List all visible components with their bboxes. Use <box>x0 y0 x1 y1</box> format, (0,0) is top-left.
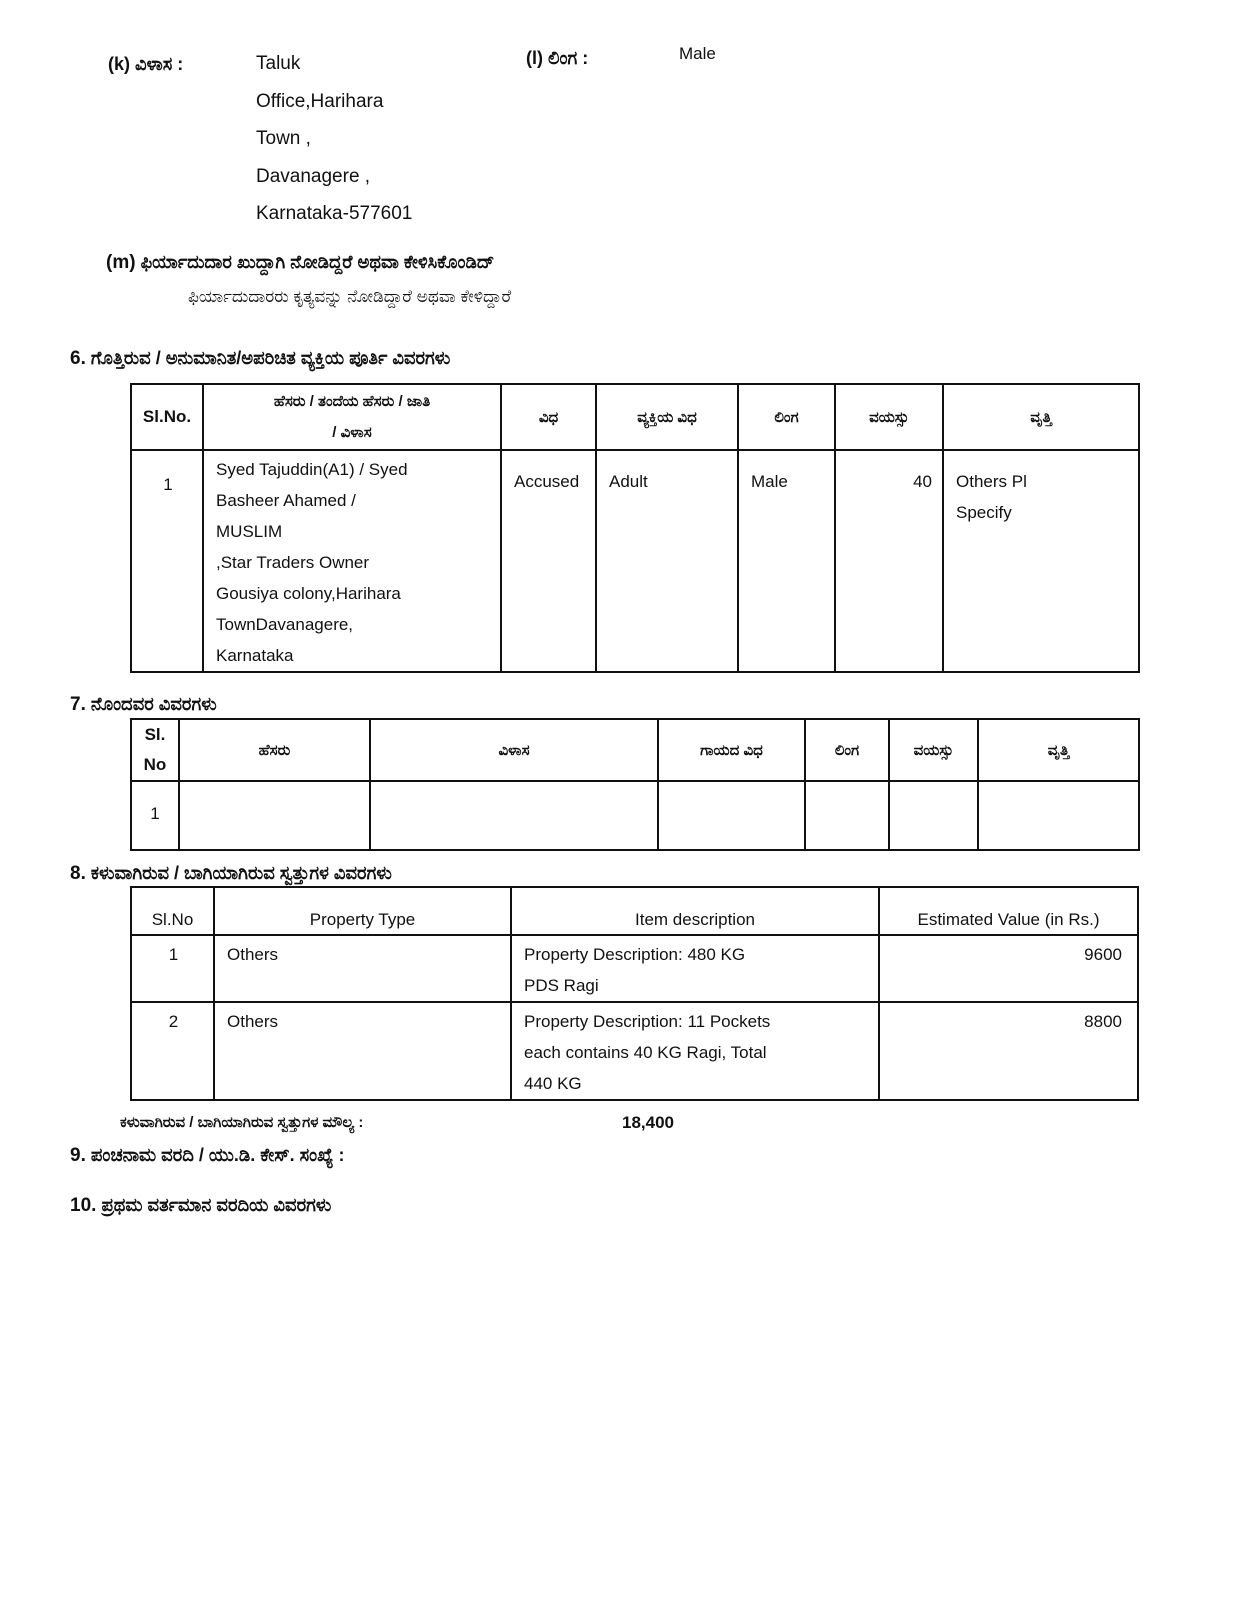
description-line: 440 KG <box>524 1074 582 1093</box>
cell-type <box>501 450 596 672</box>
col-name: ಹೆಸರು <box>179 719 370 781</box>
table-row <box>131 1002 1138 1100</box>
description-line: each contains 40 KG Ragi, Total <box>524 1043 767 1062</box>
occupation-line: Specify <box>956 503 1012 522</box>
description-line: Property Description: 480 KG <box>524 945 746 964</box>
gender-label-prefix: (l) <box>526 48 543 68</box>
cell-slno <box>131 450 203 672</box>
col-address: ವಿಳಾಸ <box>370 719 658 781</box>
age-value: 40 <box>913 472 932 491</box>
m-value: ಫಿರ್ಯಾದುದಾರರು ಕೃತ್ಯವನ್ನು ನೋಡಿದ್ದಾರೆ ಅಥವಾ ಕೇಳಿದ್ದಾರೆ <box>188 287 512 306</box>
table-header-row <box>131 384 1139 450</box>
cell-name <box>203 450 501 672</box>
slno-value: 2 <box>168 1012 179 1031</box>
name-line: Karnataka <box>216 646 294 665</box>
accused-table <box>130 383 1140 673</box>
cell-age <box>835 450 943 672</box>
total-value-label: ಕಳುವಾಗಿರುವ / ಬಾಗಿಯಾಗಿರುವ ಸ್ವತ್ತುಗಳ ಮೌಲ್ಯ : <box>120 1114 364 1131</box>
cell-estimated-value <box>879 1002 1138 1100</box>
description-line: PDS Ragi <box>524 976 599 995</box>
col-age: ವಯಸ್ಸು <box>889 719 978 781</box>
gender-label <box>526 48 588 69</box>
type-value: Accused <box>514 472 580 491</box>
cell-gender <box>805 781 889 850</box>
col-injury-type: ಗಾಯದ ವಿಧ <box>658 719 805 781</box>
section10-heading <box>70 1195 331 1217</box>
slno-value: 1 <box>150 804 160 823</box>
col-name-line2: / ವಿಳಾಸ <box>332 424 372 441</box>
cell-estimated-value <box>879 935 1138 1002</box>
name-line: MUSLIM <box>216 522 283 541</box>
section10-title: ಪ್ರಥಮ ವರ್ತಮಾನ ವರದಿಯ ವಿವರಗಳು <box>101 1195 332 1215</box>
col-slno: Sl.No. <box>131 384 203 450</box>
cell-name <box>179 781 370 850</box>
property-type-value: Others <box>227 945 279 964</box>
cell-slno <box>131 781 179 850</box>
name-line: ,Star Traders Owner <box>216 553 370 572</box>
col-slno-line2: No <box>143 755 167 774</box>
col-occupation: ವೃತ್ತಿ <box>943 384 1139 450</box>
estimated-value: 9600 <box>1084 945 1122 964</box>
address-label-prefix: (k) <box>108 54 130 74</box>
name-line: Basheer Ahamed / <box>216 491 356 510</box>
occupation-line: Others Pl <box>956 472 1027 491</box>
table-header-row <box>131 719 1139 781</box>
cell-gender <box>738 450 835 672</box>
name-line: Syed Tajuddin(A1) / Syed <box>216 460 408 479</box>
cell-injury-type <box>658 781 805 850</box>
gender-label-text: ಲಿಂಗ : <box>548 48 589 68</box>
gender-cell-value: Male <box>751 472 788 491</box>
cell-occupation <box>978 781 1139 850</box>
description-line: Property Description: 11 Pockets <box>524 1012 771 1031</box>
section9-number: 9. <box>70 1145 86 1166</box>
property-type-value: Others <box>227 1012 279 1031</box>
col-occupation: ವೃತ್ತಿ <box>978 719 1139 781</box>
col-type: ವಿಧ <box>501 384 596 450</box>
address-line: Office,Harihara <box>256 90 384 112</box>
cell-person-type <box>596 450 738 672</box>
cell-item-description <box>511 935 879 1002</box>
col-item-description: Item description <box>511 887 879 935</box>
col-slno: Sl.No <box>131 887 214 935</box>
section8-number: 8. <box>70 863 86 884</box>
name-line: Gousiya colony,Harihara <box>216 584 401 603</box>
cell-property-type <box>214 935 511 1002</box>
section8-heading <box>70 863 392 885</box>
victims-table <box>130 718 1140 851</box>
table-header-row <box>131 887 1138 935</box>
col-gender: ಲಿಂಗ <box>738 384 835 450</box>
address-value <box>256 45 412 233</box>
person-type-value: Adult <box>609 472 648 491</box>
cell-age <box>889 781 978 850</box>
section6-heading <box>70 348 450 370</box>
col-slno <box>131 719 179 781</box>
col-property-type: Property Type <box>214 887 511 935</box>
table-row <box>131 935 1138 1002</box>
section6-number: 6. <box>70 348 86 369</box>
section8-title: ಕಳುವಾಗಿರುವ / ಬಾಗಿಯಾಗಿರುವ ಸ್ವತ್ತುಗಳ ವಿವರಗಳು <box>90 863 392 883</box>
section7-heading <box>70 694 217 716</box>
name-line: TownDavanagere, <box>216 615 354 634</box>
address-line: Karnataka-577601 <box>256 203 413 224</box>
cell-slno <box>131 1002 214 1100</box>
col-gender: ಲಿಂಗ <box>805 719 889 781</box>
col-estimated-value: Estimated Value (in Rs.) <box>879 887 1138 935</box>
slno-value: 1 <box>168 945 179 964</box>
section10-number: 10. <box>70 1195 97 1216</box>
estimated-value: 8800 <box>1084 1012 1122 1031</box>
col-age: ವಯಸ್ಸು <box>835 384 943 450</box>
table-row <box>131 450 1139 672</box>
section9-heading <box>70 1145 344 1167</box>
address-line: Taluk <box>256 53 301 74</box>
property-table <box>130 886 1139 1101</box>
col-name <box>203 384 501 450</box>
m-label-prefix: (m) <box>106 252 136 273</box>
col-slno-line1: Sl. <box>144 725 166 744</box>
gender-value: Male <box>679 44 716 63</box>
m-label-text: ಫಿರ್ಯಾದುದಾರ ಖುದ್ದಾಗಿ ನೋಡಿದ್ದರೆ ಅಥವಾ ಕೇಳಿಸಿಕೊಂಡಿದ್ <box>140 252 495 272</box>
table-row <box>131 781 1139 850</box>
cell-item-description <box>511 1002 879 1100</box>
cell-property-type <box>214 1002 511 1100</box>
section9-title: ಪಂಚನಾಮ ವರದಿ / ಯು.ಡಿ. ಕೇಸ್. ಸಂಖ್ಯೆ : <box>90 1145 345 1165</box>
address-line: Davanagere , <box>256 165 371 187</box>
slno-value: 1 <box>163 475 173 494</box>
section7-number: 7. <box>70 694 86 715</box>
cell-address <box>370 781 658 850</box>
section6-title: ಗೊತ್ತಿರುವ / ಅನುಮಾನಿತ/ಅಪರಿಚಿತ ವ್ಯಕ್ತಿಯ ಪೂರ್ತಿ ವಿವರಗಳು <box>90 348 451 368</box>
address-line: Town , <box>256 128 311 149</box>
total-value: 18,400 <box>622 1113 674 1132</box>
section7-title: ನೊಂದವರ ವಿವರಗಳು <box>90 694 217 714</box>
cell-slno <box>131 935 214 1002</box>
m-label <box>106 252 494 274</box>
col-name-line1: ಹೆಸರು / ತಂದೆಯ ಹೆಸರು / ಜಾತಿ <box>273 393 431 410</box>
address-label-text: ವಿಳಾಸ : <box>135 54 184 74</box>
cell-occupation <box>943 450 1139 672</box>
col-person-type: ವ್ಯಕ್ತಿಯ ವಿಧ <box>596 384 738 450</box>
address-label <box>108 54 183 75</box>
